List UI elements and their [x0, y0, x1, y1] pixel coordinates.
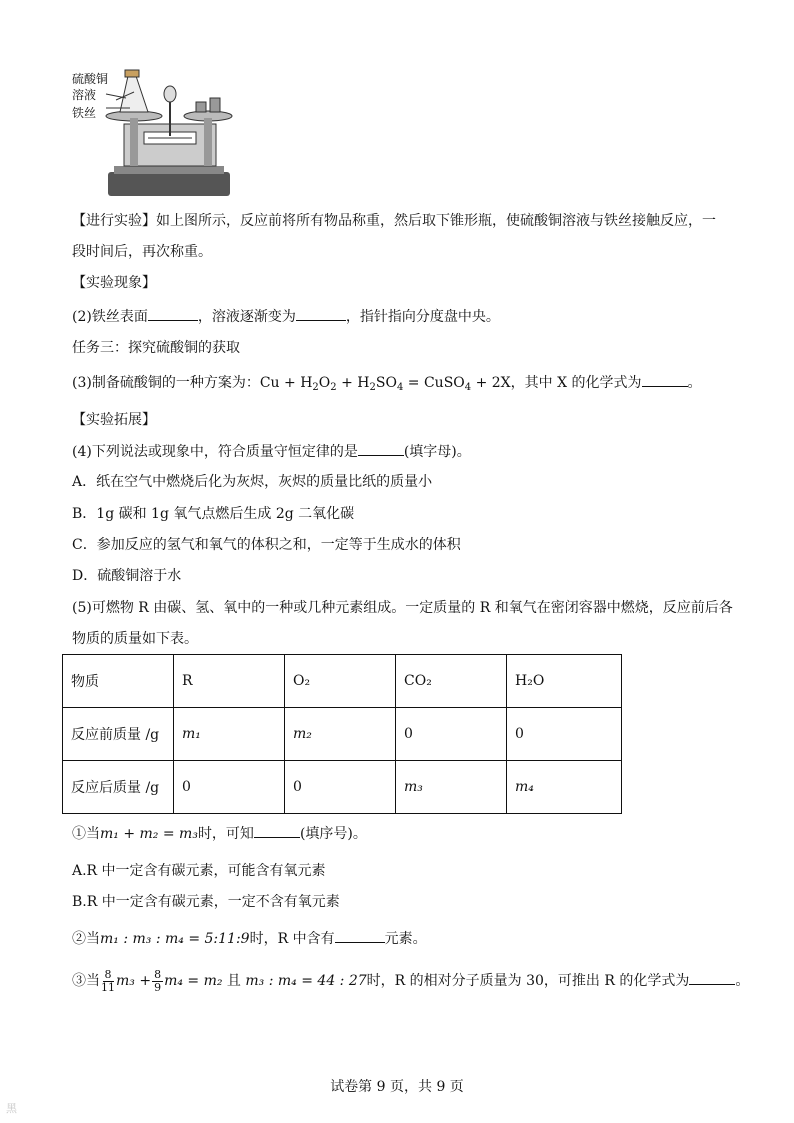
- q4-option-b: B．1g 碳和 1g 氧气点燃后生成 2g 二氧化碳: [72, 506, 355, 522]
- eq-seg: SO: [375, 375, 397, 391]
- s1-text-1: ①当: [72, 826, 100, 842]
- balance-figure: [68, 66, 238, 202]
- page-footer: 试卷第 9 页，共 9 页: [330, 1079, 464, 1095]
- question-2: [72, 306, 500, 327]
- eq-sub: 2: [312, 382, 319, 393]
- q4-option-d: D．硫酸铜溶于水: [72, 568, 182, 584]
- table-cell: m₄: [507, 761, 622, 814]
- s3-m3-term: m₃ +: [116, 973, 152, 989]
- figure-label-iron-wire: 铁丝: [72, 106, 97, 120]
- s2-text-2: 时，R 中含有: [249, 931, 335, 947]
- s2-text-3: 元素。: [384, 931, 427, 947]
- s3-text-2: 且: [222, 973, 246, 989]
- table-cell: 反应前质量 /g: [63, 708, 174, 761]
- experiment-line-1: 【进行实验】如上图所示，反应前将所有物品称重，然后取下锥形瓶，使硫酸铜溶液与铁丝接触反应，一: [72, 213, 716, 229]
- s1-equation: m₁ + m₂ = m₃: [100, 826, 198, 842]
- task-3-heading: 任务三：探究硫酸铜的获取: [72, 340, 240, 356]
- sub-question-3: [72, 966, 749, 996]
- q2-text-3: ，指针指向分度盘中央。: [345, 309, 500, 325]
- table-cell: 0: [507, 708, 622, 761]
- table-cell: 0: [285, 761, 396, 814]
- table-cell: 0: [174, 761, 285, 814]
- table-cell: 物质: [63, 655, 174, 708]
- q3-text-3: 。: [687, 375, 702, 391]
- s3-fraction-1: [101, 969, 115, 994]
- question-4: [72, 441, 471, 462]
- question-5-line-1: (5)可燃物 R 由碳、氢、氧中的一种或几种元素组成。一定质量的 R 和氧气在密闭容器中燃烧，反应前后各: [72, 600, 733, 616]
- eq-sub: 4: [464, 382, 472, 393]
- s1-option-a: A.R 中一定含有碳元素，可能含有氧元素: [72, 863, 326, 879]
- q4-text-2: (填字母)。: [403, 444, 471, 460]
- expand-heading: 【实验拓展】: [72, 412, 156, 428]
- mass-table: [62, 654, 622, 814]
- figure-label-solution: 溶液: [72, 88, 97, 102]
- q4-option-c: C．参加反应的氢气和氧气的体积之和，一定等于生成水的体积: [72, 537, 461, 553]
- q4-blank[interactable]: [358, 441, 404, 456]
- eq-seg: + 2X: [471, 375, 511, 391]
- table-cell: 反应后质量 /g: [63, 761, 174, 814]
- table-cell: O₂: [285, 655, 396, 708]
- s3-ratio: m₃ : m₄ = 44 : 27: [245, 973, 367, 989]
- watermark: 黑: [6, 1102, 17, 1115]
- s3-text-1: ③当: [72, 973, 100, 989]
- eq-seg: = CuSO: [403, 375, 465, 391]
- table-cell: CO₂: [396, 655, 507, 708]
- eq-sub: 2: [369, 382, 376, 393]
- s1-blank[interactable]: [254, 823, 300, 838]
- q2-text-1: (2)铁丝表面: [72, 309, 148, 325]
- eq-seg: + H: [336, 375, 370, 391]
- q3-text-2: ，其中 X 的化学式为: [510, 375, 642, 391]
- table-cell: R: [174, 655, 285, 708]
- s3-blank[interactable]: [689, 970, 735, 985]
- sub-question-2: [72, 928, 427, 949]
- frac-denominator: 11: [101, 980, 115, 994]
- table-cell: H₂O: [507, 655, 622, 708]
- q2-blank-2[interactable]: [296, 306, 346, 321]
- frac-numerator: 8: [104, 967, 112, 981]
- table-row: [63, 655, 622, 708]
- sub-question-1: [72, 823, 367, 844]
- q3-text-1: (3)制备硫酸铜的一种方案为：: [72, 375, 260, 391]
- s3-fraction-2: [152, 969, 163, 994]
- s2-text-1: ②当: [72, 931, 100, 947]
- table-cell: 0: [396, 708, 507, 761]
- q3-blank[interactable]: [642, 372, 688, 387]
- eq-sub: 4: [396, 382, 404, 393]
- q3-equation: [260, 375, 511, 391]
- s2-equation: m₁ : m₃ : m₄ = 5:11:9: [100, 931, 250, 947]
- table-row: [63, 761, 622, 814]
- frac-denominator: 9: [154, 980, 162, 994]
- eq-seg: Cu + H: [259, 375, 313, 391]
- q4-option-a: A．纸在空气中燃烧后化为灰烬，灰烬的质量比纸的质量小: [72, 474, 433, 490]
- s3-text-3: 时，R 的相对分子质量为 30，可推出 R 的化学式为: [366, 973, 690, 989]
- phenomenon-heading: 【实验现象】: [72, 275, 156, 291]
- s3-m4-term: m₄ = m₂: [164, 973, 223, 989]
- q2-blank-1[interactable]: [148, 306, 198, 321]
- table-cell: m₃: [396, 761, 507, 814]
- eq-seg: O: [318, 375, 331, 391]
- figure-label-copper-sulfate: 硫酸铜: [72, 72, 109, 86]
- q4-text-1: (4)下列说法或现象中，符合质量守恒定律的是: [72, 444, 358, 460]
- table-row: [63, 708, 622, 761]
- question-5-line-2: 物质的质量如下表。: [72, 631, 198, 647]
- experiment-line-2: 段时间后，再次称重。: [72, 244, 212, 260]
- q2-text-2: ，溶液逐渐变为: [197, 309, 296, 325]
- s1-text-3: (填序号)。: [299, 826, 367, 842]
- eq-sub: 2: [330, 382, 337, 393]
- s3-text-4: 。: [735, 973, 750, 989]
- frac-numerator: 8: [154, 967, 162, 981]
- table-cell: m₁: [174, 708, 285, 761]
- s2-blank[interactable]: [335, 928, 385, 943]
- s1-text-2: 时，可知: [197, 826, 254, 842]
- table-cell: m₂: [285, 708, 396, 761]
- question-3: [72, 372, 702, 393]
- s1-option-b: B.R 中一定含有碳元素，一定不含有氧元素: [72, 894, 340, 910]
